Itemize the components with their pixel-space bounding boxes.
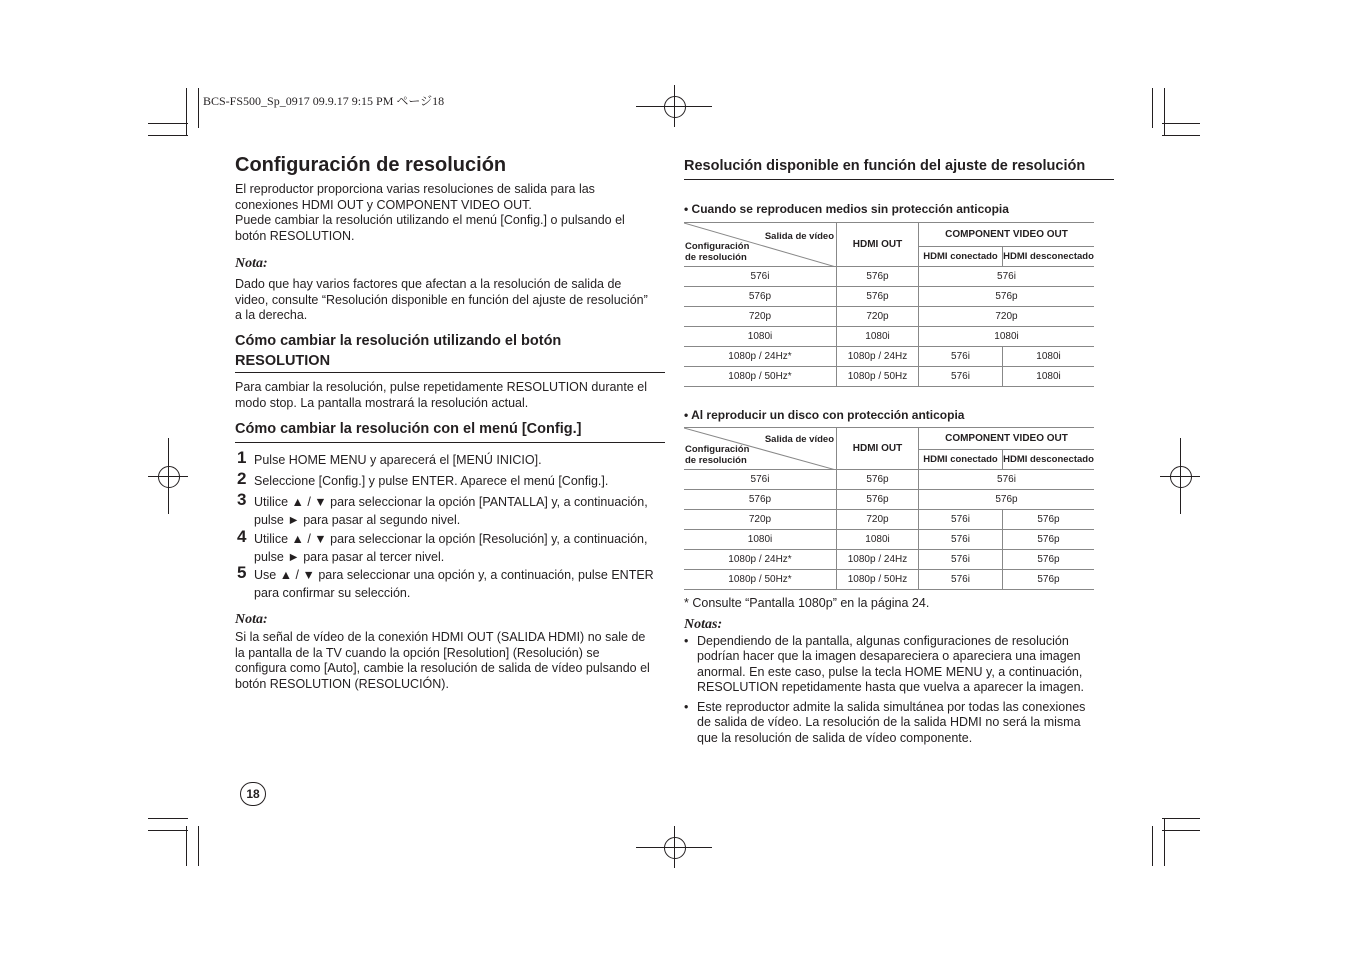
cell: 1080p / 24Hz	[837, 347, 919, 367]
step-text	[254, 472, 669, 490]
table-row	[684, 470, 1094, 490]
cell: 1080i	[684, 530, 837, 550]
section-line: modo stop. La pantalla mostrará la resolución actual.	[235, 395, 529, 410]
step-line: Pulse HOME MENU y aparecerá el [MENÚ INICIO].	[254, 453, 542, 467]
note-line: Este reproductor admite la salida simultánea por todas las conexiones	[697, 700, 1086, 715]
table-row	[684, 327, 1094, 347]
note-paragraph	[235, 630, 667, 692]
intro-line: Puede cambiar la resolución utilizando el menú [Config.] o pulsando el	[235, 213, 625, 228]
intro-paragraph	[235, 182, 665, 244]
step-text	[254, 530, 669, 566]
intro-line: conexiones HDMI OUT y COMPONENT VIDEO OUT.	[235, 197, 532, 212]
table-row	[684, 570, 1094, 590]
note-label: Nota:	[235, 256, 268, 271]
cell: 576i	[919, 267, 1095, 287]
note-line: de salida de vídeo. La resolución de la salida HDMI no será la misma	[697, 715, 1081, 730]
heading-line: Cómo cambiar la resolución utilizando el botón	[235, 333, 562, 349]
cell: 1080p / 50Hz*	[684, 570, 837, 590]
cell: 576p	[1003, 570, 1095, 590]
resolution-table-2	[684, 427, 1094, 590]
step-number: 4	[237, 527, 247, 546]
step-number: 2	[237, 469, 247, 488]
bullet-icon: •	[684, 408, 689, 422]
step-item	[237, 490, 667, 527]
cell: 1080i	[684, 327, 837, 347]
cell: 576i	[919, 510, 1003, 530]
note-line: RESOLUTION repetidamente hasta que vuelva a aparecer la imagen.	[697, 679, 1085, 694]
note-line: a la derecha.	[235, 308, 308, 323]
cell: 576p	[919, 490, 1095, 510]
note-label: Nota:	[235, 612, 268, 627]
header-config: Configuración de resolución	[685, 241, 750, 263]
cell: 1080p / 50Hz	[837, 570, 919, 590]
step-text	[254, 566, 669, 602]
header-hdmi-conectado: HDMI conectado	[919, 450, 1003, 470]
section-heading-resolution-button	[235, 331, 665, 371]
cell: 576i	[684, 267, 837, 287]
table-row	[684, 267, 1094, 287]
step-text	[254, 493, 669, 529]
step-text	[254, 451, 669, 469]
section-heading-config-menu: Cómo cambiar la resolución con el menú [Config.]	[235, 421, 582, 437]
divider	[235, 372, 665, 373]
step-number: 5	[237, 563, 247, 582]
cell: 576p	[837, 287, 919, 307]
caption-text: Al reproducir un disco con protección anticopia	[691, 408, 965, 422]
print-header: BCS-FS500_Sp_0917 09.9.17 9:15 PM ページ18	[203, 94, 445, 108]
step-number: 3	[237, 490, 247, 509]
cell: 576i	[919, 367, 1003, 387]
step-item	[237, 470, 667, 489]
header-config: Configuración de resolución	[685, 444, 750, 466]
table-row	[684, 287, 1094, 307]
step-item	[237, 527, 667, 564]
step-line: Utilice ▲ / ▼ para seleccionar la opción [Resolución] y, a continuación,	[254, 532, 648, 546]
cell: 1080i	[919, 327, 1095, 347]
note-line: la pantalla de la TV cuando la opción [Resolution] (Resolución) se	[235, 645, 600, 660]
caption-text: Cuando se reproducen medios sin protección anticopia	[691, 202, 1009, 216]
notes-label: Notas:	[684, 617, 723, 632]
bullet-icon: •	[684, 634, 689, 648]
cell: 1080i	[1003, 347, 1095, 367]
cell: 1080p / 24Hz*	[684, 550, 837, 570]
cell: 576p	[1003, 550, 1095, 570]
bullet-icon: •	[684, 700, 689, 715]
table2-caption	[684, 408, 964, 422]
intro-line: El reproductor proporciona varias resoluciones de salida para las	[235, 182, 595, 196]
divider	[235, 442, 665, 443]
step-line: Use ▲ / ▼ para seleccionar una opción y, a continuación, pulse ENTER	[254, 568, 654, 582]
cell: 576p	[837, 490, 919, 510]
cell: 1080p / 24Hz*	[684, 347, 837, 367]
cell: 1080p / 50Hz	[837, 367, 919, 387]
note-paragraph	[235, 277, 667, 324]
table1-caption	[684, 202, 1009, 216]
header-component-video-out: COMPONENT VIDEO OUT	[919, 223, 1095, 247]
cell: 576p	[837, 470, 919, 490]
cell: 576p	[1003, 510, 1095, 530]
resolution-table-1	[684, 222, 1094, 387]
cell: 576p	[919, 287, 1095, 307]
note-line: botón RESOLUTION (RESOLUCIÓN).	[235, 676, 449, 691]
heading-line: RESOLUTION	[235, 353, 331, 369]
cell: 576i	[919, 470, 1095, 490]
cell: 1080i	[837, 530, 919, 550]
intro-line: botón RESOLUTION.	[235, 228, 355, 243]
table-row	[684, 530, 1094, 550]
step-item	[237, 563, 667, 600]
note-line: Dado que hay varios factores que afectan a la resolución de salida de	[235, 277, 622, 291]
cell: 720p	[837, 510, 919, 530]
list-item	[684, 700, 1102, 746]
cell: 1080i	[837, 327, 919, 347]
cell: 1080i	[1003, 367, 1095, 387]
cell: 720p	[919, 307, 1095, 327]
step-line: pulse ► para pasar al tercer nivel.	[254, 550, 445, 564]
footnote: * Consulte “Pantalla 1080p” en la página 24.	[684, 596, 930, 610]
step-number: 1	[237, 448, 247, 467]
header-component-video-out: COMPONENT VIDEO OUT	[919, 428, 1095, 450]
table-corner-header	[684, 223, 837, 267]
cell: 576i	[919, 347, 1003, 367]
section-paragraph	[235, 380, 667, 411]
note-line: anormal. En este caso, pulse la tecla HOME MENU y, a continuación,	[697, 664, 1083, 679]
notes-list	[684, 634, 1102, 751]
cell: 1080p / 50Hz*	[684, 367, 837, 387]
table-row	[684, 550, 1094, 570]
note-line: podrían hacer que la imagen desapareciera o apareciera una imagen	[697, 649, 1081, 664]
cell: 576i	[684, 470, 837, 490]
cell: 576i	[919, 570, 1003, 590]
step-item	[237, 449, 667, 468]
header-hdmi-conectado: HDMI conectado	[919, 247, 1003, 267]
divider	[684, 179, 1114, 180]
table-row	[684, 367, 1094, 387]
table-corner-header	[684, 428, 837, 470]
cell: 576p	[1003, 530, 1095, 550]
note-line: video, consulte “Resolución disponible en función del ajuste de resolución”	[235, 292, 648, 307]
section-line: Para cambiar la resolución, pulse repetidamente RESOLUTION durante el	[235, 380, 648, 394]
page-title: Configuración de resolución	[235, 154, 507, 176]
note-line: configura como [Auto], cambie la resolución de salida de vídeo pulsando el	[235, 661, 650, 676]
header-hdmi-desconectado: HDMI desconectado	[1003, 450, 1095, 470]
cell: 1080p / 24Hz	[837, 550, 919, 570]
table-row	[684, 307, 1094, 327]
table-row	[684, 347, 1094, 367]
page-number: 18	[240, 782, 266, 806]
list-item	[684, 634, 1102, 695]
cell: 576i	[919, 530, 1003, 550]
cell: 576p	[684, 490, 837, 510]
note-line: Si la señal de vídeo de la conexión HDMI OUT (SALIDA HDMI) no sale de	[235, 630, 646, 644]
cell: 576p	[837, 267, 919, 287]
header-salida: Salida de vídeo	[764, 231, 834, 242]
step-line: Utilice ▲ / ▼ para seleccionar la opción [PANTALLA] y, a continuación,	[254, 495, 648, 509]
note-line: que la resolución de salida de vídeo componente.	[697, 730, 973, 745]
header-salida: Salida de vídeo	[764, 434, 834, 445]
table-row	[684, 510, 1094, 530]
cell: 576i	[919, 550, 1003, 570]
cell: 720p	[684, 307, 837, 327]
header-hdmi-desconectado: HDMI desconectado	[1003, 247, 1095, 267]
cell: 720p	[684, 510, 837, 530]
header-hdmi-out: HDMI OUT	[837, 428, 919, 470]
table-row	[684, 490, 1094, 510]
step-line: para confirmar su selección.	[254, 586, 411, 600]
step-line: Seleccione [Config.] y pulse ENTER. Aparece el menú [Config.].	[254, 474, 609, 488]
right-section-title: Resolución disponible en función del ajuste de resolución	[684, 158, 1086, 174]
note-line: Dependiendo de la pantalla, algunas configuraciones de resolución	[697, 634, 1069, 648]
cell: 576p	[684, 287, 837, 307]
header-hdmi-out: HDMI OUT	[837, 223, 919, 267]
cell: 720p	[837, 307, 919, 327]
bullet-icon: •	[684, 202, 689, 216]
step-line: pulse ► para pasar al segundo nivel.	[254, 513, 461, 527]
